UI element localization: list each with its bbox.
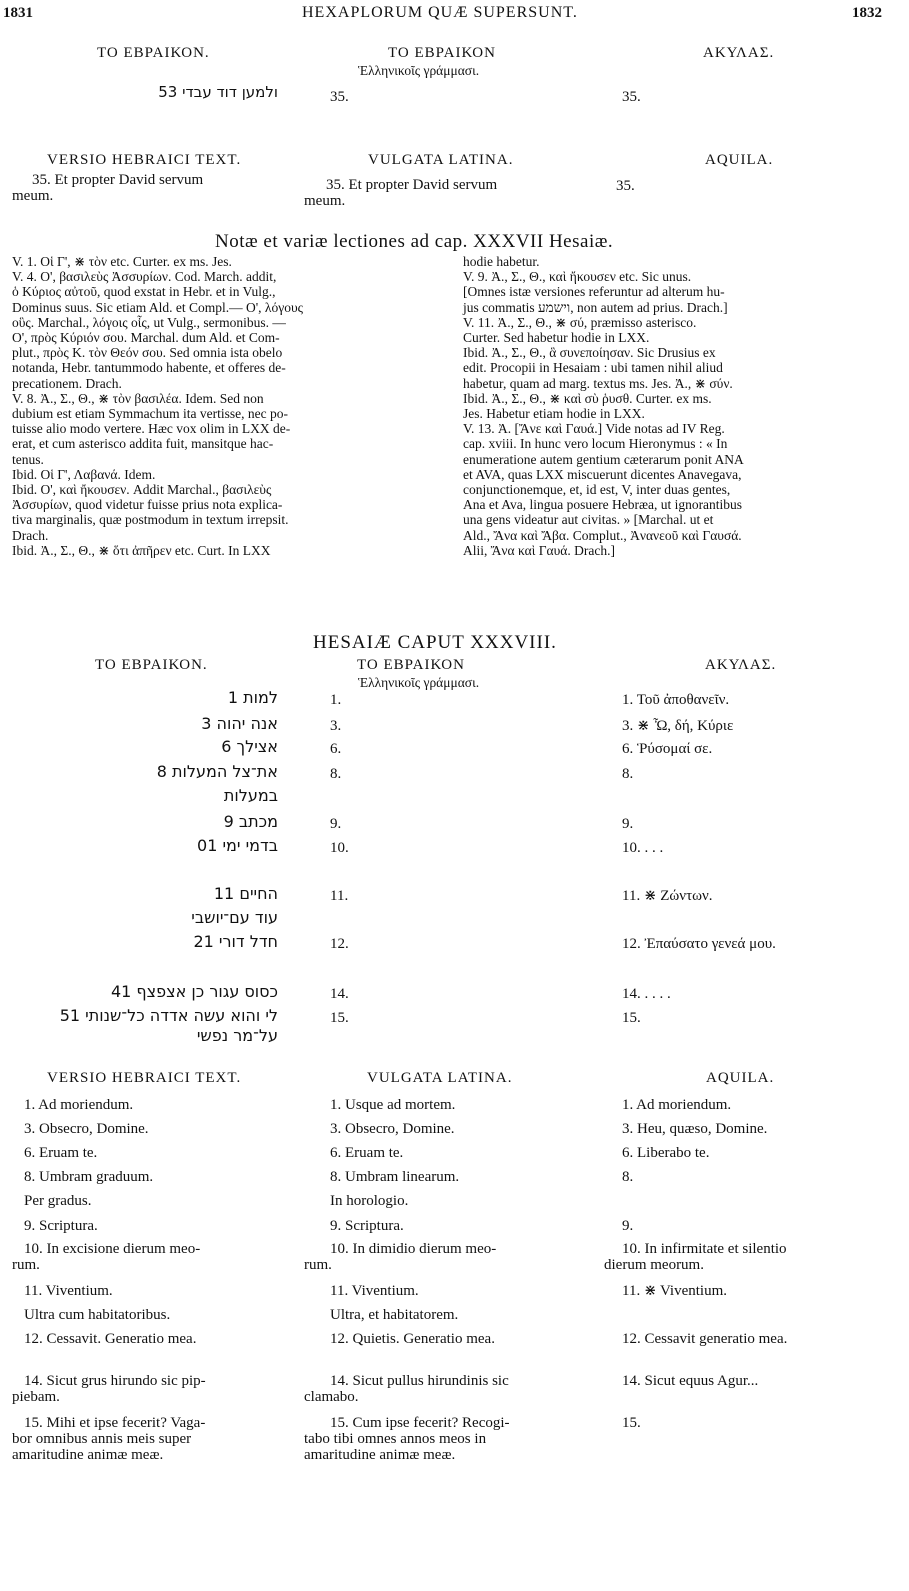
aquila-latin-line: 6. Liberabo te. — [622, 1145, 710, 1161]
hebrew-verse-cell: במעלות — [223, 786, 278, 805]
chapter-header-vulgata: VULGATA LATINA. — [367, 1070, 513, 1086]
note-line: Ἀσσυρίων, quod videtur fuisse prius nota explica- — [12, 497, 283, 513]
note-line: conjunctionemque, et, id est, V, inter duas gentes, — [463, 482, 731, 498]
greek-letters-verse-35: 35. — [330, 89, 349, 105]
versio-latin-line: rum. — [12, 1257, 40, 1273]
note-line: V. 8. Ἀ., Σ., Θ., ⋇ τὸν βασιλέα. Idem. Sed non — [12, 390, 264, 406]
note-line: Ana et Ava, lingua posuere Hebræa, ut ignorantibus — [463, 497, 743, 513]
vulgata-latin-line: 11. Viventium. — [330, 1283, 419, 1299]
note-line: tuisse alio modo vertere. Hæc vox olim in LXX de- — [12, 421, 291, 437]
hebrew-verse-cell: חדל דורי 12 — [193, 932, 278, 951]
versio-verse-35 — [12, 172, 203, 204]
note-line: Ibid. Ἀ., Σ., Θ., ⋇ ὅτι ἀπῆρεν etc. Curt. In LXX — [12, 542, 271, 558]
page-number-left: 1831 — [3, 5, 33, 21]
header-vulgata: VULGATA LATINA. — [368, 152, 514, 168]
note-line: plut., πρὸς Κ. τὸν Θεόν σου. Sed omnia ista obelo — [12, 345, 283, 361]
versio-latin-line: Per gradus. — [24, 1193, 92, 1209]
chapter-header-hebraikon-greek: ΤΟ ΕΒΡΑΙΚΟΝ — [357, 657, 465, 673]
note-line: V. 4. Ο', βασιλεὺς Ἀσσυρίων. Cod. March. addit, — [12, 269, 277, 285]
versio-35-line: meum. — [12, 188, 54, 204]
vulgata-latin-line: clamabo. — [304, 1389, 359, 1405]
note-line: enumeratione autem gentium cæterarum ponit ANA — [463, 451, 744, 467]
aquila-greek-verse-cell: 12. Ἐπαύσατο γενεά μου. — [622, 936, 776, 952]
versio-latin-line: 9. Scriptura. — [24, 1218, 98, 1234]
hebrew-verse-cell: את־צל המעלות 8 — [156, 762, 278, 781]
note-line: tiva marginalis, quæ postmodum in textum irrepsit. — [12, 512, 289, 528]
versio-latin-line: 6. Eruam te. — [24, 1145, 98, 1161]
note-line: Ibid. Οἱ Γ', Λαβανά. Idem. — [12, 466, 156, 482]
header-aquila-greek: ΑΚΥΛΑΣ. — [703, 45, 775, 61]
header-hebraikon: ΤΟ ΕΒΡΑΙΚΟΝ. — [97, 45, 210, 61]
note-line: jus commatis וישמע, non autem ad prius. Drach.] — [463, 299, 728, 315]
greek-letters-verse-cell: 8. — [330, 766, 342, 782]
hebrew-verse-cell: אצילך 6 — [221, 737, 278, 756]
note-line: una gens videatur aut civitas. » [Marchal. ut et — [463, 512, 714, 528]
hebrew-verse-cell: החיים 11 — [213, 884, 278, 903]
running-title: HEXAPLORUM QUÆ SUPERSUNT. — [302, 4, 578, 21]
hebrew-verse-cell: אנה יהוה 3 — [201, 714, 278, 733]
aquila-latin-line: 10. In infirmitate et silentio — [622, 1241, 787, 1257]
versio-latin-line: piebam. — [12, 1389, 60, 1405]
aquila-verse-35: 35. — [622, 89, 641, 105]
hebrew-verse-cell: מכתב 9 — [223, 812, 278, 831]
note-line: tenus. — [12, 451, 44, 467]
vulgata-latin-line: tabo tibi omnes annos meos in — [304, 1431, 487, 1447]
note-line: Ο', πρὸς Κύριόν σου. Marchal. dum Ald. et Com- — [12, 330, 280, 346]
vulgata-latin-line: rum. — [304, 1257, 332, 1273]
greek-letters-verse-cell: 14. — [330, 986, 349, 1002]
aquila-latin-line: 12. Cessavit generatio mea. — [622, 1331, 788, 1347]
versio-latin-line: 1. Ad moriendum. — [24, 1097, 134, 1113]
chapter-title: HESAIÆ CAPUT XXXVIII. — [313, 632, 557, 653]
aquila-greek-verse-cell: 1. Τοῦ ἀποθανεῖν. — [622, 692, 730, 708]
vulgata-verse-35 — [304, 177, 497, 209]
note-line: Jes. Habetur etiam hodie in LXX. — [463, 406, 645, 422]
note-line: ὁ Κύριος αὐτοῦ, quod exstat in Hebr. et in Vulg., — [12, 284, 276, 300]
aquila-latin-line: 11. ⋇ Viventium. — [622, 1283, 727, 1299]
note-line: Ibid. Ο', καὶ ἤκουσεν. Addit Marchal., βασιλεὺς — [12, 482, 272, 498]
chapter-header-aquila-latin: AQUILA. — [706, 1070, 775, 1086]
notes-title: Notæ et variæ lectiones ad cap. XXXVII Hesaiæ. — [215, 231, 614, 252]
vulgata-35-line: 35. Et propter David servum — [326, 177, 498, 193]
hebrew-verse-cell: על־מר נפשי — [196, 1026, 278, 1045]
versio-latin-line: 10. In excisione dierum meo- — [24, 1241, 201, 1257]
header-versio: VERSIO HEBRAICI TEXT. — [47, 152, 242, 168]
vulgata-latin-line: 12. Quietis. Generatio mea. — [330, 1331, 495, 1347]
greek-letters-verse-cell: 9. — [330, 816, 342, 832]
aquila-greek-verse-cell: 11. ⋇ Ζώντων. — [622, 888, 713, 904]
aquila-latin-line: 8. — [622, 1169, 634, 1185]
vulgata-latin-line: Ultra, et habitatorem. — [330, 1307, 459, 1323]
vulgata-latin-line: 9. Scriptura. — [330, 1218, 404, 1234]
aquila-latin-line: dierum meorum. — [604, 1257, 704, 1273]
note-line: precationem. Drach. — [12, 375, 122, 391]
hebrew-verse-35: ולמען דוד עבדי 35 — [158, 83, 278, 101]
note-line: οὓς. Marchal., λόγοις οἷς, ut Vulg., sermonibus. — — [12, 314, 286, 330]
greek-letters-verse-cell: 1. — [330, 692, 342, 708]
note-line: Ibid. Ἀ., Σ., Θ., ἃ συνεποίησαν. Sic Drusius ex — [463, 345, 716, 361]
note-line: cap. xviii. In hunc vero locum Hieronymus : « In — [463, 436, 728, 452]
vulgata-35-line: meum. — [304, 193, 346, 209]
versio-latin-line: 12. Cessavit. Generatio mea. — [24, 1331, 197, 1347]
note-line: erat, et cum asterisco addita fuit, mansitque hac- — [12, 436, 274, 452]
versio-latin-line: amaritudine animæ meæ. — [12, 1447, 164, 1463]
versio-latin-line: Ultra cum habitatoribus. — [24, 1307, 171, 1323]
greek-letters-verse-cell: 15. — [330, 1010, 349, 1026]
hebrew-verse-cell: עוד עם־יושבי — [191, 908, 278, 927]
vulgata-latin-line: 6. Eruam te. — [330, 1145, 404, 1161]
hebrew-verse-cell: בדמי ימי 10 — [197, 836, 278, 855]
greek-letters-verse-cell: 12. — [330, 936, 349, 952]
note-line: V. 13. Ἀ. [Ἄνε καὶ Γαυά.] Vide notas ad IV Reg. — [463, 421, 725, 437]
chapter-header-hebraikon-greek-sub: Ἑλληνικοῖς γράμμασι. — [358, 675, 480, 690]
aquila-latin-line: 15. — [622, 1415, 641, 1431]
note-line: Curter. Sed habetur hodie in LXX. — [463, 330, 650, 346]
note-line: Dominus suus. Sic etiam Ald. et Compl.— Ο', λόγους — [12, 299, 303, 315]
notes-right-column — [463, 254, 901, 558]
chapter-header-aquila: ΑΚΥΛΑΣ. — [705, 657, 777, 673]
note-line: V. 11. Ἀ., Σ., Θ., ⋇ σύ, præmisso asterisco. — [463, 314, 697, 330]
note-line: et AVA, quas LXX miscuerunt dicentes Anavegava, — [463, 466, 742, 482]
aquila-greek-verse-cell: 8. — [622, 766, 634, 782]
aquila-latin-line: 3. Heu, quæso, Domine. — [622, 1121, 768, 1137]
note-line: notanda, Hebr. tantummodo habente, et offeres de- — [12, 360, 286, 376]
aquila-latin-line: 1. Ad moriendum. — [622, 1097, 732, 1113]
aquila-greek-verse-cell: 14. . . . . — [622, 986, 671, 1002]
aquila-greek-verse-cell: 3. ⋇ Ὦ, δή, Κύριε — [622, 718, 734, 734]
chapter-header-versio: VERSIO HEBRAICI TEXT. — [47, 1070, 242, 1086]
versio-latin-line: 15. Mihi et ipse fecerit? Vaga- — [24, 1415, 206, 1431]
note-line: [Omnes istæ versiones referuntur ad alterum hu- — [463, 284, 725, 300]
vulgata-latin-line: 8. Umbram linearum. — [330, 1169, 460, 1185]
versio-35-line: 35. Et propter David servum — [32, 172, 204, 188]
aquila-latin-line: 9. — [622, 1218, 634, 1234]
note-line: dubium est etiam Symmachum ita vertisse, nec po- — [12, 406, 288, 422]
note-line: Ibid. Ἀ., Σ., Θ., ⋇ καὶ σὺ ῥυσθ. Curter. ex ms. — [463, 390, 712, 406]
aquila-latin-verse-35: 35. — [616, 178, 635, 194]
note-line: habetur, quam ad marg. textus ms. Jes. Ἀ., ⋇ σύν. — [463, 375, 733, 391]
vulgata-latin-line: 14. Sicut pullus hirundinis sic — [330, 1373, 509, 1389]
versio-latin-line: 11. Viventium. — [24, 1283, 113, 1299]
chapter-header-hebraikon: ΤΟ ΕΒΡΑΙΚΟΝ. — [95, 657, 208, 673]
vulgata-latin-line: amaritudine animæ meæ. — [304, 1447, 456, 1463]
greek-letters-verse-cell: 10. — [330, 840, 349, 856]
aquila-greek-verse-cell: 9. — [622, 816, 634, 832]
header-aquila-latin: AQUILA. — [705, 152, 774, 168]
vulgata-latin-line: 10. In dimidio dierum meo- — [330, 1241, 497, 1257]
aquila-greek-verse-cell: 6. Ῥύσομαί σε. — [622, 741, 713, 757]
versio-latin-line: 3. Obsecro, Domine. — [24, 1121, 149, 1137]
hebrew-verse-cell: לי והוא עשה אדדה כל־שנותי 15 — [59, 1006, 278, 1025]
hebrew-verse-cell: כסוס עגור כן אצפצף 14 — [110, 982, 278, 1001]
versio-latin-line: 14. Sicut grus hirundo sic pip- — [24, 1373, 206, 1389]
aquila-greek-verse-cell: 10. . . . — [622, 840, 664, 856]
note-line: edit. Procopii in Hesaiam : ubi tamen nihil aliud — [463, 360, 723, 376]
vulgata-latin-line: 3. Obsecro, Domine. — [330, 1121, 455, 1137]
header-hebraikon-greek: ΤΟ ΕΒΡΑΙΚΟΝ — [388, 45, 496, 61]
aquila-greek-verse-cell: 15. — [622, 1010, 641, 1026]
notes-left-column — [12, 254, 450, 558]
page-number-right: 1832 — [852, 5, 882, 21]
greek-letters-verse-cell: 6. — [330, 741, 342, 757]
note-line: Ald., Ἄνα καὶ Ἄβα. Complut., Ἀνανεοῦ καὶ Γαυσά. — [463, 527, 742, 543]
note-line: V. 1. Οἱ Γ', ⋇ τὸν etc. Curter. ex ms. Jes. — [12, 254, 232, 269]
note-line: Drach. — [12, 527, 49, 543]
versio-latin-line: bor omnibus annis meis super — [12, 1431, 192, 1447]
vulgata-latin-line: 15. Cum ipse fecerit? Recogi- — [330, 1415, 510, 1431]
note-line: Alii, Ἄνα καὶ Γαυά. Drach.] — [463, 542, 615, 558]
greek-letters-verse-cell: 3. — [330, 718, 342, 734]
note-line: V. 9. Ἀ., Σ., Θ., καὶ ἤκουσεν etc. Sic unus. — [463, 269, 692, 285]
vulgata-latin-line: 1. Usque ad mortem. — [330, 1097, 456, 1113]
aquila-latin-line: 14. Sicut equus Agur... — [622, 1373, 759, 1389]
note-line: hodie habetur. — [463, 254, 540, 269]
header-hebraikon-greek-sub: Ἑλληνικοῖς γράμμασι. — [358, 63, 480, 78]
vulgata-latin-line: In horologio. — [330, 1193, 409, 1209]
hebrew-verse-cell: למות 1 — [227, 688, 278, 707]
versio-latin-line: 8. Umbram graduum. — [24, 1169, 154, 1185]
greek-letters-verse-cell: 11. — [330, 888, 349, 904]
